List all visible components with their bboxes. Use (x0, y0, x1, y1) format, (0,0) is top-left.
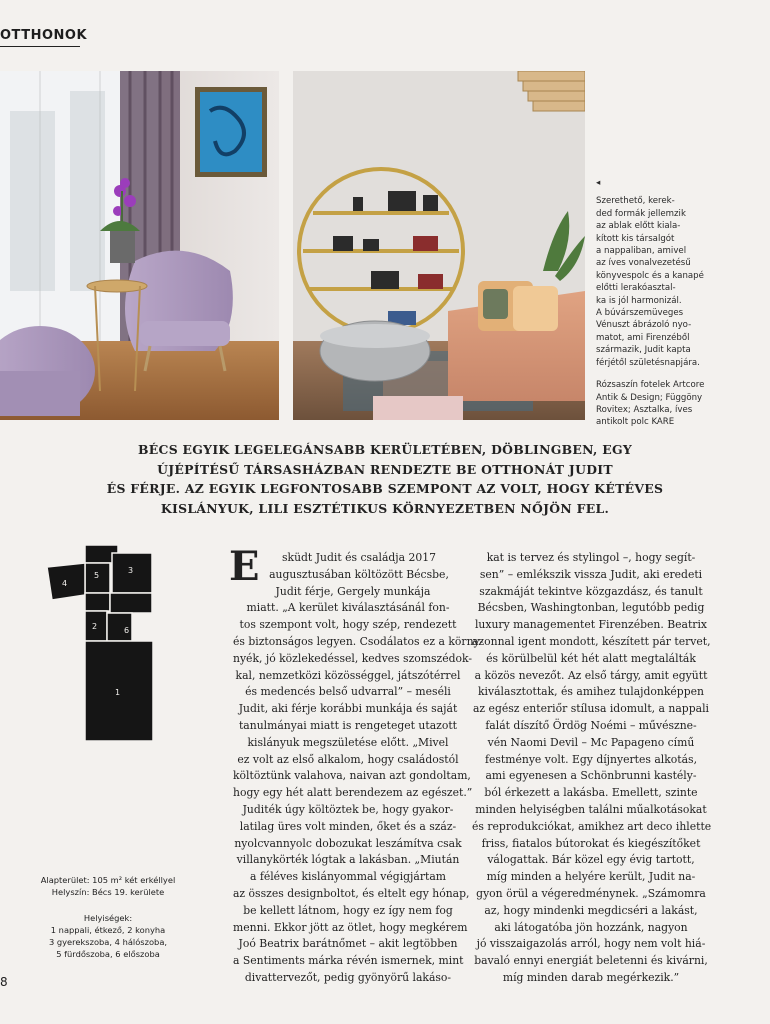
article-line: gyon örül a végeredménynek. „Számomra (476, 886, 706, 900)
article-line: tanulmányai miatt is rengeteget utazott (238, 718, 458, 732)
rooms-line: 5 fürdőszoba, 6 előszoba (56, 948, 160, 959)
article-column-2 (472, 550, 710, 987)
article-line: a féléves kislányommal végigjártam (249, 870, 447, 884)
article-line: sen” – emlékszik vissza Judit, aki eredeti (479, 567, 703, 581)
article-line: nyolcvannyolc dobozukat leszámítva csak (234, 836, 462, 850)
article-line: aki látogatóba jön hozzánk, nagyon (494, 920, 688, 934)
credits-line: Rózsaszín fotelek Artcore (596, 380, 705, 391)
article-line: a közös nevezőt. Az első tárgy, amit együtt (474, 668, 708, 682)
article-line: az összes designboltot, és eltelt egy hónap, (233, 886, 470, 900)
lead-line: ÚJÉPÍTÉSŰ TÁRSASHÁZBAN RENDEZTE BE OTTHONÁT JUDIT (157, 461, 613, 477)
caption-line: a nappaliban, amivel (596, 246, 687, 257)
article-line: és körülbelül két hét alatt megtalálták (486, 651, 696, 665)
caption-line: származik, Judit kapta (596, 345, 691, 356)
lead-line: BÉCS EGYIK LEGELEGÁNSABB KERÜLETÉBEN, DÖBLINGBEN, EGY (138, 442, 632, 457)
rooms-heading: Helyiségek: (83, 913, 133, 924)
article-line: miatt. „A kerület kiválasztásánál fon- (246, 601, 450, 615)
caption-line: matot, ami Firenzéből (596, 332, 690, 343)
drop-cap: E (229, 543, 260, 590)
lead-line: ÉS FÉRJE. AZ EGYIK LEGFONTOSABB SZEMPONT AZ VOLT, HOGY KÉTÉVES (106, 481, 664, 496)
credits-line: Antik & Design; Függöny (596, 392, 703, 403)
article-line: ami egyenesen a Schönbrunni kastély- (485, 769, 697, 783)
credits-line: Rovitex; Asztalka, íves (596, 404, 693, 415)
caption-line: könyvespolc és a kanapé (596, 270, 704, 281)
article-line: villanykörték lógtak a lakásban. „Miután (236, 853, 460, 867)
article-line: Juditék úgy költöztek be, hogy gyakor- (242, 802, 454, 816)
rooms-line: 3 gyerekszoba, 4 hálószoba, (48, 936, 168, 947)
article-line: sküdt Judit és családja 2017 (281, 551, 437, 564)
apartment-facts (18, 875, 198, 960)
floor-plan (42, 545, 172, 745)
plan-label: 5 (94, 571, 100, 580)
article-line: míg minden a helyére került, Judit na- (486, 870, 696, 884)
article-line: augusztusában költözött Bécsbe, (269, 567, 449, 581)
caption-line: előtti lerakóasztal- (596, 283, 676, 294)
article-line: ból érkezett a lakásba. Emellett, szinte (484, 786, 698, 800)
article-line: azonnal igent mondott, készített pár tervet, (472, 634, 711, 648)
article-line: és biztonságos legyen. Csodálatos ez a körny- (233, 634, 484, 648)
article-line: Joó Beatrix barátnőmet – akit legtöbben (238, 937, 458, 951)
article-line: Judit férje, Gergely munkája (275, 584, 431, 598)
article-line: vén Naomi Devil – Mc Papageno című (487, 735, 695, 749)
article-line: míg minden darab megérkezik.” (502, 970, 680, 984)
article-line: falát díszítő Ördög Noémi – művészne- (485, 718, 697, 732)
caption-line: A búvárszemüveges (596, 308, 684, 319)
article-line: kal, nemzetközi közösséggel, játszótérrel (235, 668, 461, 682)
article-line: költöztünk valahova, naivan azt gondoltam, (233, 769, 471, 783)
article-line: tos szempont volt, hogy szép, rendezett (239, 618, 457, 632)
living-room-photo-left (0, 71, 279, 420)
plan-label: 3 (128, 566, 134, 575)
article-line: kiválasztottak, és amihez tulajdonképpen (478, 685, 704, 699)
article-line: válogattak. Bár közel egy évig tartott, (487, 853, 695, 867)
article-line: nyék, jó közlekedéssel, kedves szomszédok- (233, 651, 473, 665)
facts-location: Helyszín: Bécs 19. kerülete (51, 886, 165, 897)
article-line: luxury managementet Firenzében. Beatrix (474, 618, 708, 632)
page-number: 8 (0, 975, 8, 989)
article-line: festménye volt. Egy díjnyertes alkotás, (484, 752, 698, 766)
credits-line: antikolt polc KARE (596, 417, 675, 428)
caption-line: az íves vonalvezetésű (596, 258, 691, 269)
caption-line: Szerethető, kerek- (596, 196, 675, 207)
section-label: OTTHONOK (0, 28, 88, 43)
photo-caption (596, 177, 761, 429)
article-line: kislányuk megszületése előtt. „Mivel (247, 735, 449, 749)
article-line: friss, fiatalos bútorokat és kiegészítőket (481, 836, 701, 850)
article-line: ez volt az első alkalom, hogy családostól (237, 752, 459, 766)
article-line: menni. Ekkor jött az ötlet, hogy megkérem (233, 920, 468, 934)
article-line: Judit, aki férje korábbi munkája és saját (238, 702, 458, 716)
caption-arrow: ◂ (596, 178, 601, 188)
plan-label: 2 (92, 622, 98, 631)
caption-line: ka is jól harmonizál. (596, 295, 682, 306)
article-line: az, hogy mindenki megdicséri a lakást, (484, 903, 698, 917)
article-line: jó visszaigazolás arról, hogy nem volt hiá- (476, 937, 706, 951)
caption-line: ded formák jellemzik (596, 208, 686, 219)
article-line: a Sentiments márka révén ismernek, mint (233, 954, 464, 968)
article-line: divattervezőt, pedig gyönyörű lakáso- (244, 970, 452, 984)
article-line: az egész enteriőr stílusa idomult, a nappali (473, 702, 709, 716)
article-line: Bécsben, Washingtonban, legutóbb pedig (477, 601, 705, 615)
plan-label: 4 (62, 579, 68, 588)
article-line: szakmáját tekintve közgazdász, és tanult (479, 584, 703, 598)
caption-line: kított kis társalgót (596, 233, 675, 244)
article-line: és medencés belső udvarral” – meséli (245, 685, 451, 699)
article-line: latilag üres volt minden, őket és a száz- (239, 819, 457, 833)
section-rule (0, 46, 80, 47)
facts-area: Alapterület: 105 m² két erkéllyel (40, 875, 176, 885)
caption-line: férjétől születésnapjára. (596, 357, 700, 368)
lead-line: KISLÁNYUK, LILI ESZTÉTIKUS KÖRNYEZETBEN NŐJÖN FEL. (160, 500, 610, 516)
lead-paragraph (0, 440, 770, 518)
caption-line: Vénuszt ábrázoló nyo- (596, 320, 692, 331)
plan-label: 6 (124, 626, 130, 635)
article-line: hogy egy hét alatt berendezem az egészet.” (233, 786, 473, 800)
article-line: be kellett látnom, hogy ez így nem fog (243, 903, 453, 917)
article-line: minden helyiségben találni műalkotásokat (475, 802, 707, 816)
article-column-1 (233, 550, 484, 987)
article-line: kat is tervez és stylingol –, hogy segít- (486, 551, 696, 564)
article-line: és reprodukciókat, amikhez art deco ihlette (472, 819, 712, 833)
caption-line: az ablak előtt kiala- (596, 221, 681, 232)
article-line: bavaló ennyi energiát beletenni és kivárni, (474, 954, 708, 968)
living-room-photo-right (293, 71, 585, 420)
plan-label: 1 (115, 688, 121, 697)
rooms-line: 1 nappali, étkező, 2 konyha (50, 925, 166, 936)
